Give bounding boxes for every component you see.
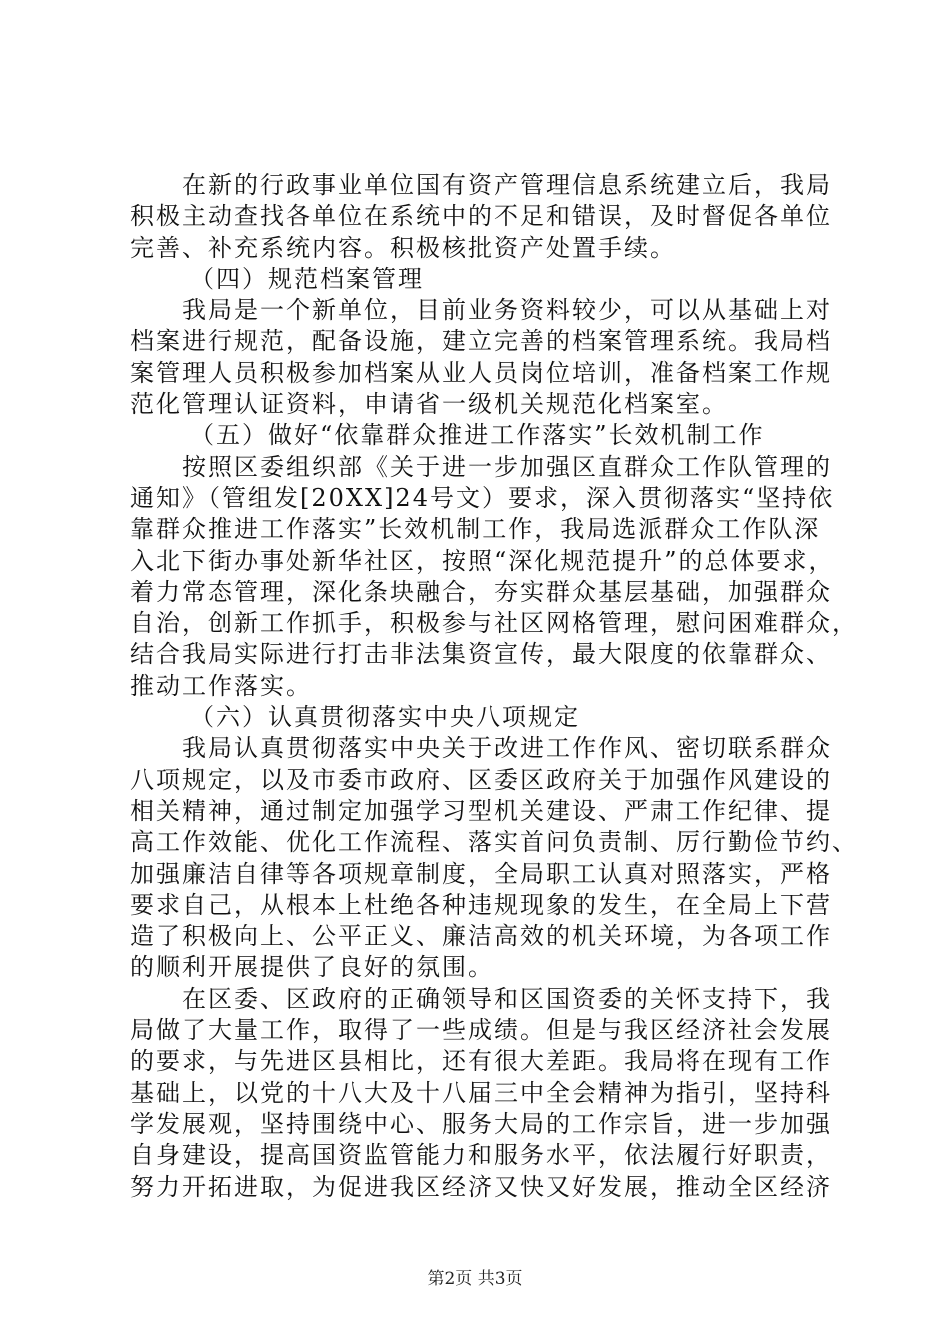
text-line: 造了积极向上、公平正义、廉洁高效的机关环境，为各项工作 bbox=[130, 922, 832, 951]
text-line: 高工作效能、优化工作流程、落实首问负责制、厉行勤俭节约、 bbox=[130, 828, 858, 857]
text-line: 在区委、区政府的正确领导和区国资委的关怀支持下，我 bbox=[182, 984, 832, 1013]
text-line: 局做了大量工作，取得了一些成绩。但是与我区经济社会发展 bbox=[130, 1016, 832, 1045]
text-line: 我局认真贯彻落实中央关于改进工作作风、密切联系群众 bbox=[182, 734, 832, 763]
text-line: 要求自己，从根本上杜绝各种违规现象的发生，在全局上下营 bbox=[130, 890, 832, 919]
text-line: 靠群众推进工作落实”长效机制工作，我局选派群众工作队深 bbox=[130, 515, 821, 544]
text-line: 加强廉洁自律等各项规章制度，全局职工认真对照落实，严格 bbox=[130, 859, 832, 888]
text-line: 基础上，以党的十八大及十八届三中全会精神为指引，坚持科 bbox=[130, 1078, 832, 1107]
page-footer: 第2页 共3页 bbox=[427, 1269, 523, 1289]
text-line: 我局是一个新单位，目前业务资料较少，可以从基础上对 bbox=[182, 296, 832, 325]
text-line: 通知》（管组发[20XX]24号文）要求，深入贯彻落实“坚持依 bbox=[130, 483, 835, 512]
text-line: （五）做好“依靠群众推进工作落实”长效机制工作 bbox=[190, 421, 765, 450]
text-line: 积极主动查找各单位在系统中的不足和错误，及时督促各单位 bbox=[130, 202, 832, 231]
document-body bbox=[130, 170, 858, 1203]
text-line: 范化管理认证资料，申请省一级机关规范化档案室。 bbox=[130, 390, 728, 419]
text-line: 完善、补充系统内容。积极核批资产处置手续。 bbox=[130, 233, 676, 262]
text-line: 按照区委组织部《关于进一步加强区直群众工作队管理的 bbox=[182, 452, 832, 481]
text-line: 学发展观，坚持围绕中心、服务大局的工作宗旨，进一步加强 bbox=[130, 1109, 832, 1138]
text-line: 入北下街办事处新华社区，按照“深化规范提升”的总体要求， bbox=[130, 546, 835, 575]
text-line: 案管理人员积极参加档案从业人员岗位培训，准备档案工作规 bbox=[130, 358, 832, 387]
text-line: 结合我局实际进行打击非法集资宣传，最大限度的依靠群众、 bbox=[130, 640, 832, 669]
text-line: 自身建设，提高国资监管能力和服务水平，依法履行好职责， bbox=[130, 1141, 832, 1170]
text-line: 的要求，与先进区县相比，还有很大差距。我局将在现有工作 bbox=[130, 1047, 832, 1076]
text-line: 自治，创新工作抓手，积极参与社区网格管理，慰问困难群众， bbox=[130, 609, 858, 638]
text-line: （四）规范档案管理 bbox=[190, 264, 424, 293]
text-line: （六）认真贯彻落实中央八项规定 bbox=[190, 703, 580, 732]
text-line: 着力常态管理，深化条块融合，夯实群众基层基础，加强群众 bbox=[130, 577, 832, 606]
text-line: 的顺利开展提供了良好的氛围。 bbox=[130, 953, 494, 982]
text-line: 推动工作落实。 bbox=[130, 671, 312, 700]
text-line: 八项规定，以及市委市政府、区委区政府关于加强作风建设的 bbox=[130, 765, 832, 794]
text-line: 相关精神，通过制定加强学习型机关建设、严肃工作纪律、提 bbox=[130, 796, 832, 825]
text-line: 档案进行规范，配备设施，建立完善的档案管理系统。我局档 bbox=[130, 327, 832, 356]
text-line: 在新的行政事业单位国有资产管理信息系统建立后，我局 bbox=[182, 171, 832, 199]
text-line: 努力开拓进取，为促进我区经济又快又好发展，推动全区经济 bbox=[130, 1172, 832, 1201]
